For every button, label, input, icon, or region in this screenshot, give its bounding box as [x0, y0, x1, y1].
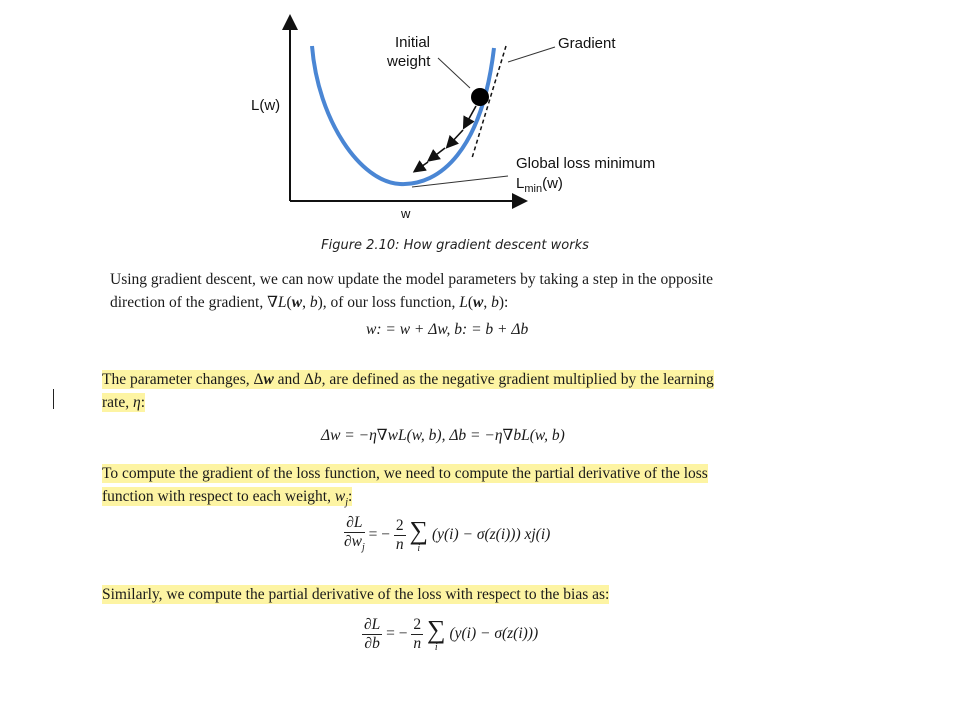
- equation-partial-weight: $\frac{\partial L}{\partial w_j}$ = − $\frac{2}{n}$ ∑ i (y(i) − σ(z(i))) xj(i): [344, 514, 551, 554]
- gradient-descent-figure: [0, 0, 967, 232]
- equation-delta-params: Δw = −η∇wL(w, b), Δb = −η∇bL(w, b): [321, 427, 565, 444]
- paragraph-partial-bias: Similarly, we compute the partial derivative of the loss with respect to the bias as:: [102, 586, 610, 603]
- gradient-label: Gradient: [558, 35, 616, 52]
- initial-weight-point: [471, 88, 489, 106]
- y-axis-label: L(w): [251, 97, 281, 114]
- initial-weight-label-line2: weight: [387, 53, 431, 70]
- paragraph-partial-weight: To compute the gradient of the loss function, we need to compute the partial derivative of the loss function with respect to each weight, $w_j$:: [102, 465, 708, 509]
- gradient-leader: [508, 47, 555, 62]
- equation-partial-bias: $\frac{\partial L}{\partial b}$ = − $\frac{2}{n}$ ∑ i (y(i) − σ(z(i))): [364, 614, 539, 653]
- initial-weight-leader: [438, 58, 470, 88]
- paragraph-gradient-update: Using gradient descent, we can now update the model parameters by taking a step in the opposite direction of the gradient, ∇L(w, b), of our loss function, L(w, b):: [110, 271, 714, 311]
- global-min-label: Global loss minimum: [516, 155, 656, 172]
- initial-weight-label-line1: Initial: [395, 34, 431, 51]
- text-cursor: [53, 389, 54, 409]
- lmin-label: $L_{min}(w)$: [516, 175, 563, 195]
- paragraph-parameter-changes: The parameter changes, Δw and Δb, are defined as the negative gradient multiplied by the learning rate, η:: [102, 371, 714, 411]
- equation-update-rule: w: = w + Δw, b: = b + Δb: [366, 321, 529, 338]
- figure-caption: Figure 2.10: How gradient descent works: [321, 238, 589, 253]
- x-axis-label: w: [401, 206, 411, 221]
